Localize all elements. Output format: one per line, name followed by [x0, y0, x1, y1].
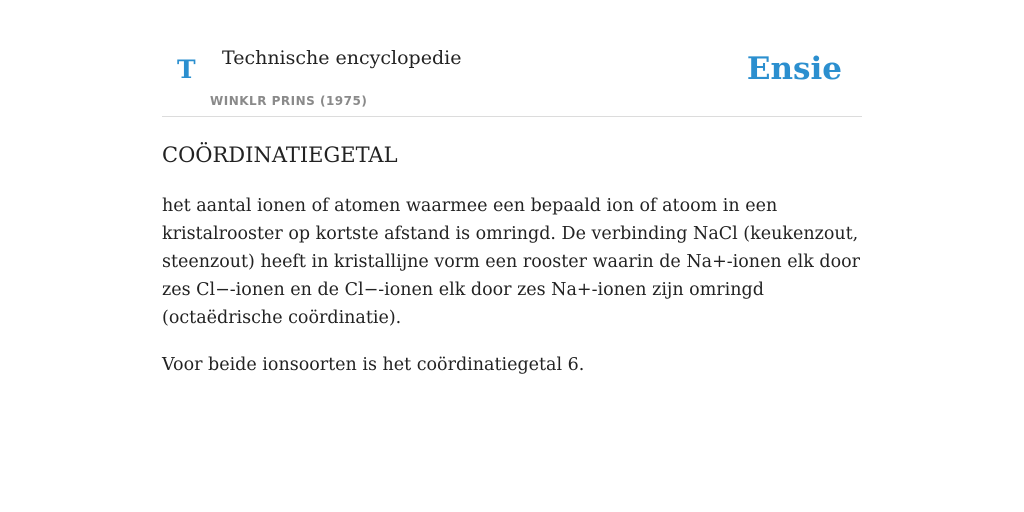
ensie-logo-link[interactable]: Ensie [746, 51, 842, 87]
entry-title: COÖRDINATIEGETAL [162, 143, 398, 167]
entry-body [162, 192, 862, 398]
entry-paragraph: het aantal ionen of atomen waarmee een bepaald ion of atoom in een kristalrooster op kortste afstand is omringd. De verbinding NaCl (keukenzout, steenzout) heeft in kristallijne vorm een rooster waarin de Na+-ionen elk door zes Cl−-ionen en de Cl−-ionen elk door zes Na+-ionen zijn omringd (octaëdrische coördinatie). [162, 196, 861, 328]
category-logo-icon[interactable]: T [177, 55, 196, 84]
encyclopedia-source: WINKLR PRINS (1975) [210, 94, 368, 108]
entry-paragraph: Voor beide ionsoorten is het coördinatiegetal 6. [162, 355, 585, 375]
encyclopedia-title[interactable]: Technische encyclopedie [222, 47, 462, 69]
site-header [162, 0, 862, 117]
